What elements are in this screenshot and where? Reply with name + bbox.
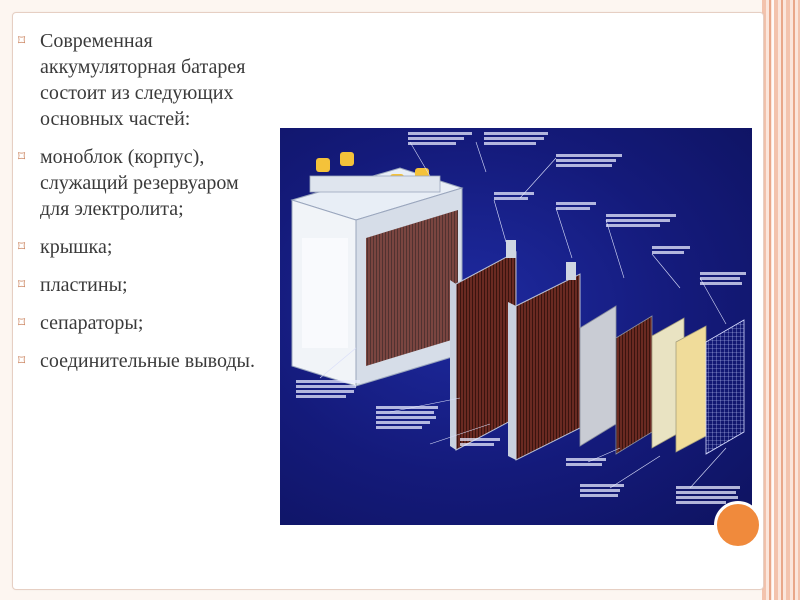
bullet-item: ⌑ крышка; [18, 236, 113, 258]
bullet-item: ⌑ пластины; [18, 274, 128, 296]
bullet-marker-icon: ⌑ [18, 239, 26, 255]
separator-yellow [676, 326, 706, 452]
battery-exploded-diagram [280, 128, 752, 525]
bullet-list [12, 28, 262, 386]
plate-dark [616, 316, 652, 454]
plate-block-2 [508, 262, 580, 460]
bullet-marker-icon: ⌑ [18, 277, 26, 293]
bullet-item: ⌑ Современная аккумуляторная батарея состоит из следующих основных частей: [18, 30, 246, 130]
bullet-item: ⌑ моноблок (корпус), служащий резервуаром для электролита; [18, 146, 239, 220]
bullet-item: ⌑ соединительные выводы. [18, 350, 255, 372]
separator-grey [580, 306, 616, 446]
grid-plate [706, 320, 744, 454]
bullet-item: ⌑ сепараторы; [18, 312, 144, 334]
decorative-stripes [762, 0, 800, 600]
decorative-orange-circle [714, 501, 762, 549]
bullet-marker-icon: ⌑ [18, 353, 26, 369]
bullet-marker-icon: ⌑ [18, 33, 26, 49]
bullet-marker-icon: ⌑ [18, 315, 26, 331]
battery-case [292, 152, 462, 386]
bullet-marker-icon: ⌑ [18, 149, 26, 165]
